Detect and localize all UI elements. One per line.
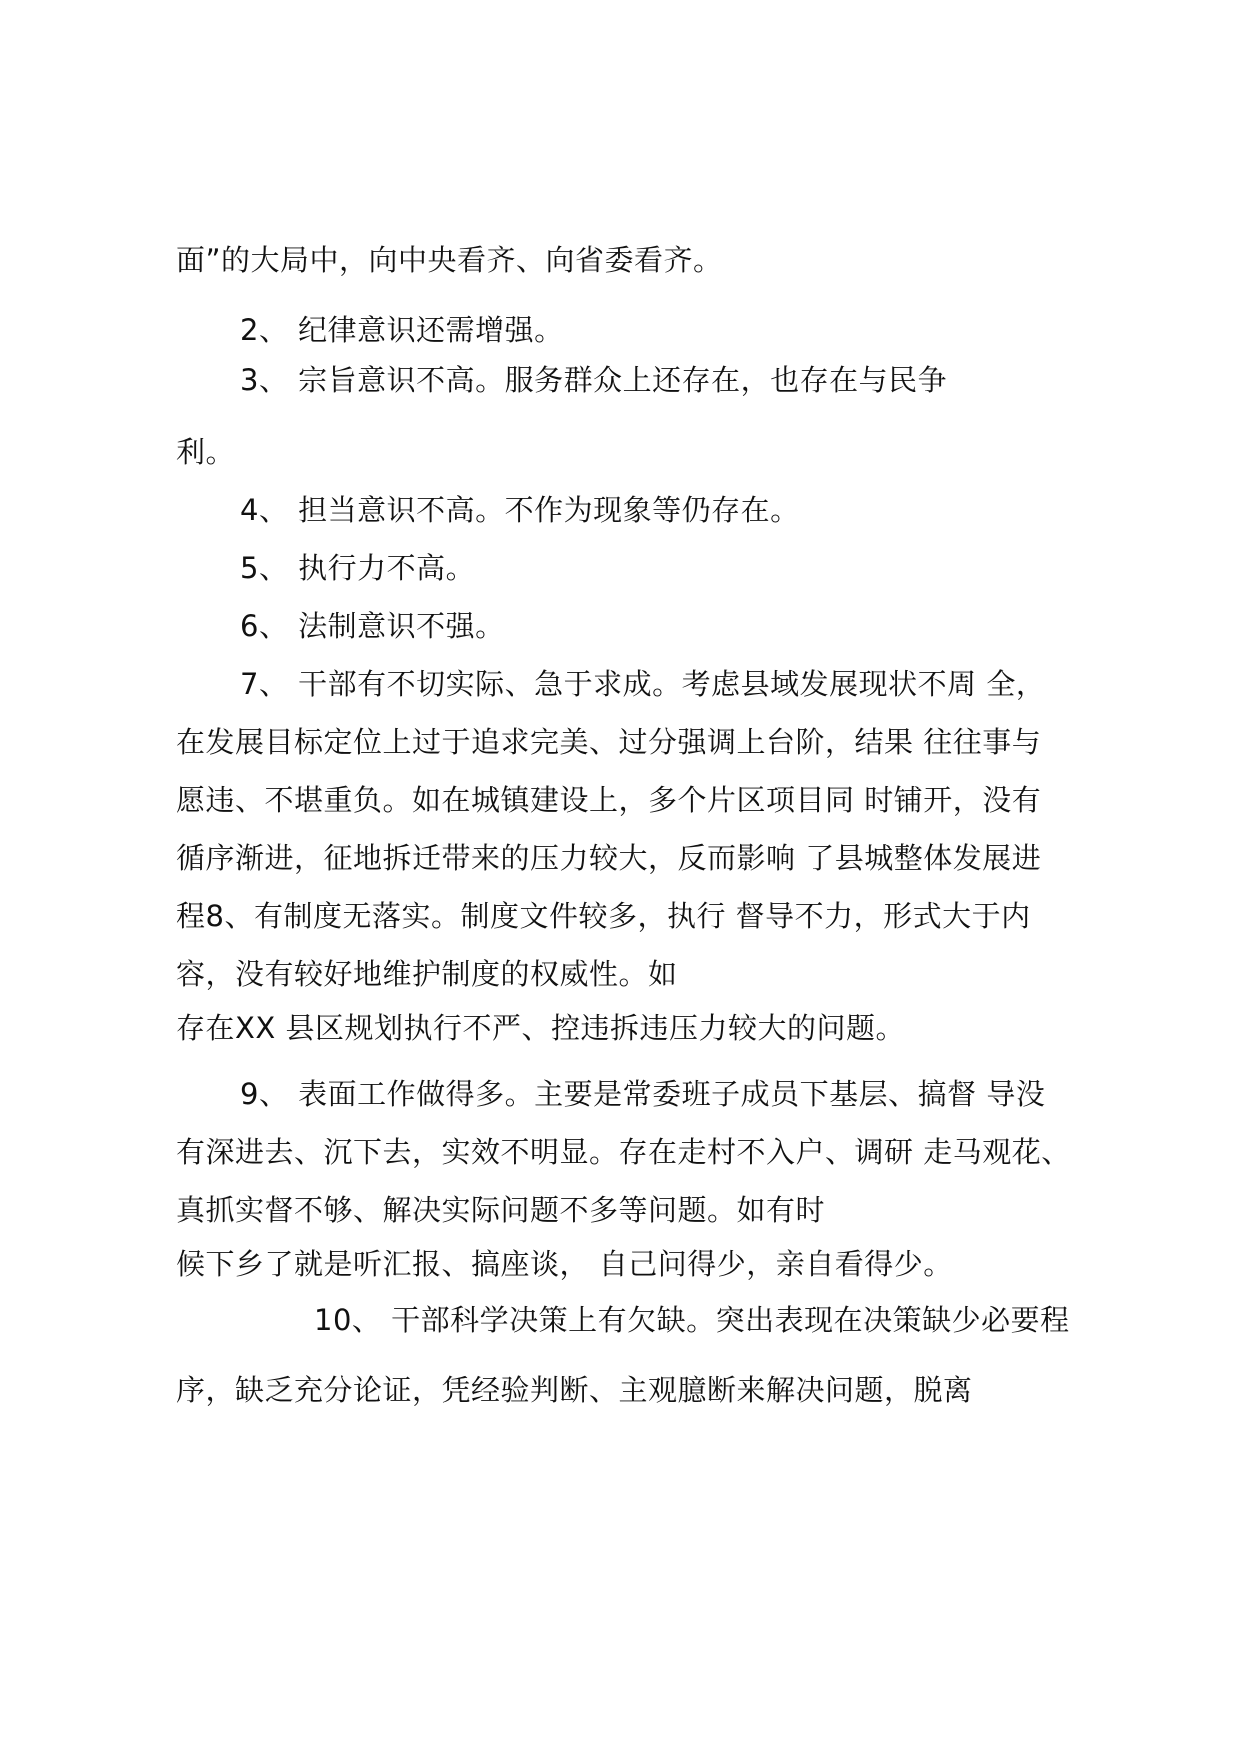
- list-item-4: 4、 担当意识不高。不作为现象等仍存在。: [240, 493, 800, 527]
- text-line: 候下乡了就是听汇报、搞座谈， 自己问得少，亲自看得少。: [176, 1247, 953, 1281]
- text-line: 序，缺乏充分论证，凭经验判断、主观臆断来解决问题，脱离: [176, 1373, 973, 1407]
- list-item-9: 9、 表面工作做得多。主要是常委班子成员下基层、搞督 导没: [240, 1077, 1046, 1111]
- text-line: 程8、有制度无落实。制度文件较多，执行 督导不力，形式大于内: [176, 899, 1031, 933]
- list-item-5: 5、 执行力不高。: [240, 551, 476, 585]
- text-line: 在发展目标定位上过于追求完美、过分强调上台阶，结果 往往事与: [176, 725, 1042, 759]
- list-item-2: 2、 纪律意识还需增强。: [240, 313, 564, 347]
- text-line: 愿违、不堪重负。如在城镇建设上，多个片区项目同 时铺开，没有: [176, 783, 1042, 817]
- list-item-6: 6、 法制意识不强。: [240, 609, 505, 643]
- text-line: 存在XX 县区规划执行不严、控违拆违压力较大的问题。: [176, 1011, 905, 1045]
- text-line: 利。: [176, 435, 236, 469]
- text-line: 有深进去、沉下去，实效不明显。存在走村不入户、调研 走马观花、: [176, 1135, 1071, 1169]
- list-item-10: 10、 干部科学决策上有欠缺。突出表现在决策缺少必要程: [314, 1303, 1070, 1337]
- text-line: 容，没有较好地维护制度的权威性。如: [176, 957, 678, 991]
- text-line: 循序渐进，征地拆迁带来的压力较大，反而影响 了县城整体发展进: [176, 841, 1042, 875]
- text-line: 真抓实督不够、解决实际问题不多等问题。如有时: [176, 1193, 826, 1227]
- list-item-3: 3、 宗旨意识不高。服务群众上还存在，也存在与民争: [240, 363, 948, 397]
- list-item-7: 7、 干部有不切实际、急于求成。考虑县域发展现状不周 全，: [240, 667, 1046, 701]
- text-line: 面”的大局中，向中央看齐、向省委看齐。: [176, 243, 723, 277]
